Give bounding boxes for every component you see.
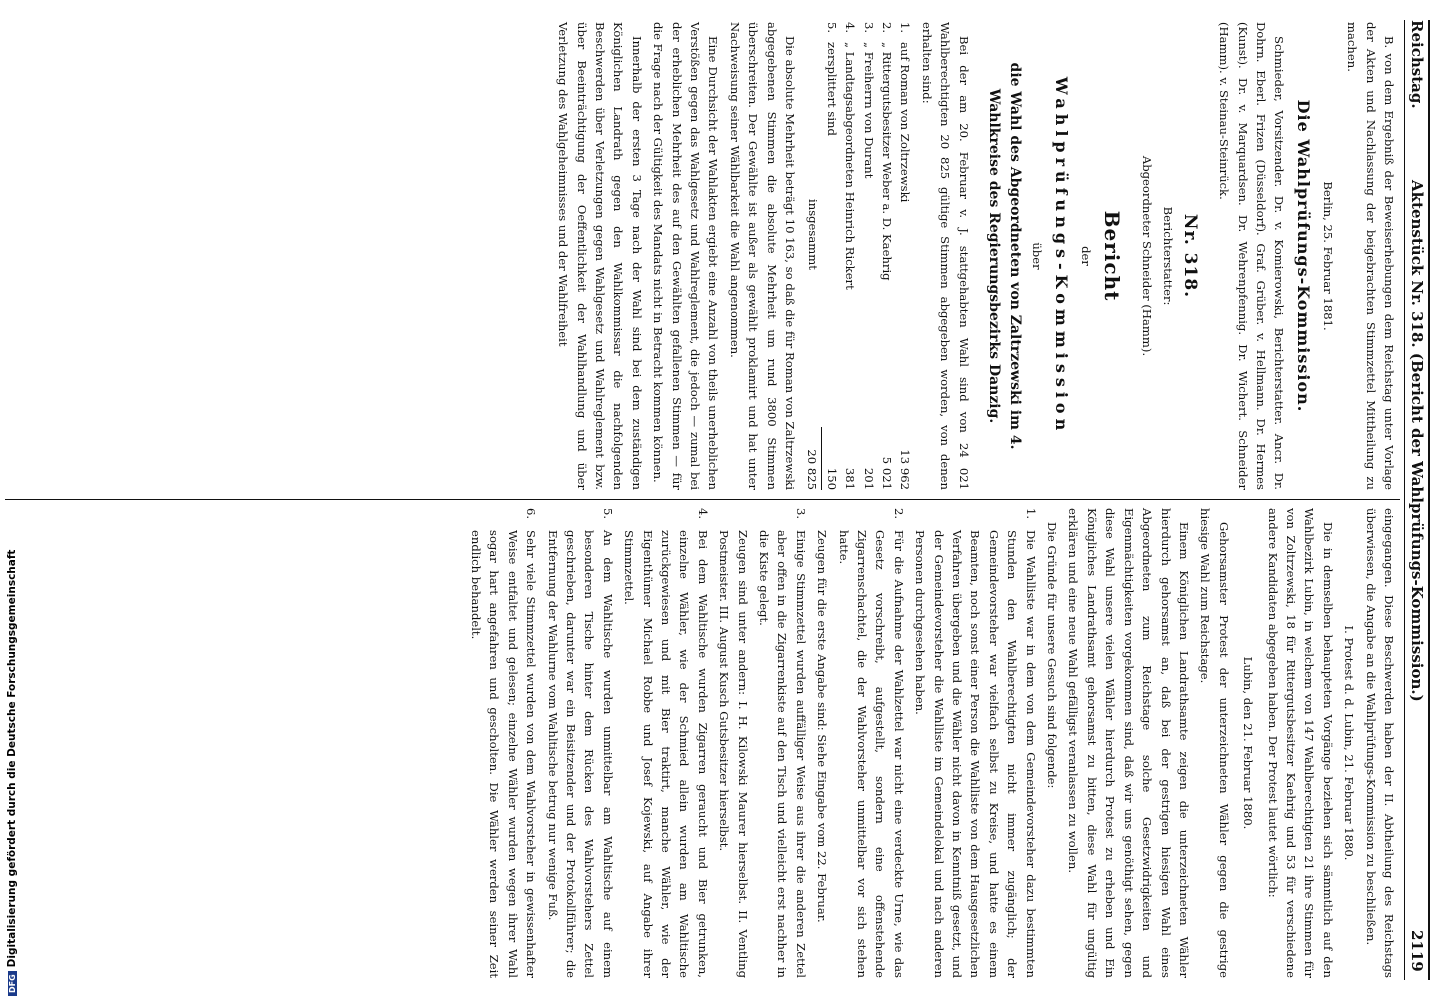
vote-candidate: „ Landtagsabgeordneten Heinrich Rickert — [843, 42, 858, 290]
protest-reason-text: Zeugen sind unter andern: I. H. Kilowski Maurer hierselbst. II. Ventling Postmeister. III. August Kusch Gutsbesitzer hierselbst. — [717, 530, 750, 978]
protest-reason-item — [911, 508, 1040, 978]
vote-candidate: „ Freiherrn von Durant — [861, 42, 876, 179]
vote-total-value: 20 825 — [803, 427, 822, 490]
protest-reason-number: 2. — [891, 508, 906, 520]
vote-count: 381 — [843, 467, 858, 490]
digitization-credit — [6, 550, 18, 996]
protest-reason-number: 3. — [793, 508, 808, 520]
vote-row — [822, 22, 841, 490]
protest-title: Gehorsamster Protest der unterzeichneten Wähler gegen die gestrige hiesige Wahl zum Reichstage. — [1198, 508, 1231, 978]
header-center: Aktenstück Nr. 318. (Bericht der Wahlprüfungs-Kommission.) — [1408, 180, 1426, 702]
top-rule — [1428, 20, 1430, 980]
commission-title: Die Wahlprüfungs-Kommission. — [1294, 99, 1314, 413]
bericht-heading: Bericht — [1099, 210, 1124, 302]
page-number: 2119 — [1408, 930, 1426, 972]
ueber-label: über — [1030, 242, 1045, 270]
commission-spaced-heading: Wahlprüfungs-Kommission — [1052, 76, 1072, 436]
digitization-credit-text: Digitalisierung gefördert durch die Deutsche Forschungsgemeinschaft — [6, 549, 18, 968]
vote-table — [803, 22, 914, 490]
vote-candidate: zersplittert sind — [824, 42, 839, 136]
report-subject: die Wahl des Abgeordneten von Zaltrzewski im 4. Wahlkreise des Regierungsbezirks Danzig. — [985, 62, 1023, 450]
protest-reasons-list — [467, 508, 1040, 978]
paragraph-majority: Die absolute Mehrheit beträgt 10 163, so daß die für Roman von Zaltrzewski abgegebenen Stimmen die absolute Mehrheit um rund 3800 Stimmen überschreiten. Der Gewählte ist außer als gewählt proklamirt und hat unter Nachweisung seiner Wählbarkeit die Wahl angenommen. — [727, 22, 798, 490]
vote-count: 201 — [861, 467, 876, 490]
protest-reason-text: Für die Aufnahme der Wahlzettel war nicht eine verdeckte Urne, wie das Gesetz vorschreibt, aufgestellt, sondern eine offenstehende Zigarrenschachtel, die der Wahlvorsteher unmittelbar vor sich stehen hatte. — [836, 530, 906, 978]
right-column — [464, 508, 1399, 978]
protest-reason-text: Die Wahlliste war in dem von dem Gemeindevorsteher dazu bestimmten Stunden den Wahlberechtigten nicht immer zugänglich; der Gemeindevorsteher war vielfach selbst zu Kreise, und hatte es einem Beamten, noch sonst einer Person die Wahlliste von dem Hausgesetzlichen Verfahren übergeben und die Wähler nicht davon in Kenntniß gesetzt, und der Gemeindevorsteher die Wahlliste im Gemeindelokal und nach anderen Personen durchgesehen haben. — [913, 530, 1038, 978]
protest-reason-item — [543, 508, 617, 978]
protest-heading: I. Protest d. d. Lubin, 21. Februar 1880. — [1342, 625, 1357, 861]
commission-members: Schmieder, Vorsitzender. Dr. v. Komierowski, Berichterstatter. Ancr. Dr. Dohrn. Eberl. Frizen (Düsseldorf). Graf. Grüber. v. Hellmann. Dr. Hermes (Kunst). Dr. v. Marquardsen. Dr. Wehrenpfennig. Dr. Wichert. Schneider (Hamm). v. Steinau-Steinrück. — [1217, 22, 1287, 490]
dfg-logo: DFG — [8, 971, 17, 996]
vote-number: 3. — [861, 22, 876, 34]
paragraph-protest-details: Die in demselben behaupteten Vorgänge beziehen sich sämmtlich auf den Wahlbezirk Lubin, in welchem von 147 Wahlberechtigten 21 ihre Stimmen für von Zoltrzewski, 18 für Rittergutsbesitzer Kaehrig und 53 für verschiedene andere Kandidaten abgegeben haben. Der Protest lautet wörtlich: — [1265, 508, 1335, 978]
vote-count: 5 021 — [880, 456, 895, 490]
vote-row — [896, 22, 914, 490]
rapporteur-label: Berichterstatter: — [1161, 206, 1176, 306]
protest-reason-text: An dem Wahltische wurden unmittelbar am Wahltische auf einem besonderen Tische hinter dem Rücken des Wahlvorstehers Zettel geschrieben, darunter war ein Beisitzender und der Protokollführer; die Entfernung der Wahlurne vom Wahltische betrug nur wenige Fuß. — [545, 530, 615, 978]
protest-reason-item — [813, 508, 831, 978]
vote-total-row — [803, 22, 822, 490]
vote-count: 13 962 — [898, 449, 913, 490]
protest-reason-number: 1. — [1023, 508, 1038, 520]
protest-reason-text: Zeugen für die erste Angabe sind: Siehe Eingabe vom 22. Februar. — [815, 530, 830, 923]
intro-paragraph: B. von dem Ergebniß der Beweiserhebungen dem Reichstag unter Vorlage der Akten und Nachlassung der beigebrachten Stimmzettel Mittheilung zu machen. — [1345, 22, 1396, 490]
protest-reasons-intro: Die Gründe für unsere Gesuch sind folgende: — [1045, 522, 1060, 789]
paragraph-continuation: eingegangen. Diese Beschwerden haben der II. Abtheilung des Reichstags überwiesen, die Angabe an die Wahlprüfungs-Kommission zu beschließen. — [1363, 508, 1396, 978]
vote-number: 5. — [824, 22, 839, 34]
paragraph-review: Eine Durchsicht der Wahlakten ergiebt eine Anzahl von theils unerheblichen Verstößen gegen das Wahlgesetz und Wahlreglement, die jedoch — zumal bei der erheblichen Mehrheit des auf den Gewählten gefallenen Stimmen — für die Frage nach der Gültigkeit des Mandats nicht in Betracht kommen können. — [651, 22, 721, 490]
vote-count: 150 — [824, 467, 839, 490]
protest-reason-number: 5. — [600, 508, 615, 520]
vote-row — [878, 22, 896, 490]
document-number: Nr. 318. — [1179, 213, 1200, 299]
protest-reason-item — [467, 508, 541, 978]
protest-reason-item — [620, 508, 712, 978]
vote-row — [841, 22, 859, 490]
protest-reason-number: 4. — [695, 508, 710, 520]
protest-body: Einem Königlichen Landrathsamte zeigen die unterzeichneten Wähler hierdurch gehorsamst an, daß bei der gestrigen hiesigen Wahl eines Abgeordneten zum Reichstage solche Gesetzwidrigkeiten und Eigenmächtigkeiten vorgekommen sind, daß wir uns genöthigt sehen, gegen diese Wahl unsere vielen Wähler hierdurch Protest zu erheben und Ein Königliches Landrathsamt gehorsamst zu bitten, diese Wahl für ungültig erklären und eine neue Wahl gefälligst veranlassen zu wollen. — [1066, 508, 1191, 978]
paragraph-complaints: Innerhalb der ersten 3 Tage nach der Wahl sind bei dem zuständigen Königlichen Landrath gegen den Wahlkommissar die nachfolgenden Beschwerden über Verletzungen gegen Wahlgesetz und Wahlreglement bzw. über Beeinträchtigung der Oeffentlichkeit der Wahlhandlung und über Verletzung des Wahlgeheimnisses und der Wahlfreiheit — [556, 22, 644, 490]
protest-reason-item — [755, 508, 810, 978]
protest-reason-item — [834, 508, 908, 978]
rapporteur: Abgeordneter Schneider (Hamm). — [1139, 155, 1154, 357]
dateline: Berlin, 25. Februar 1881. — [1320, 181, 1335, 331]
protest-reason-text: Bei dem Wahltische wurden Zigarren geraucht und Bier getrunken, einzelne Wähler, wie der Schmied allein wurden am Wahltische zurückgewiesen und mit Bier traktirt, manche Wähler, wie der Eigenthümer Michael Robbe und Josef Kojewski, auf Angabe ihrer Stimmzettel. — [622, 530, 710, 978]
protest-reason-text: Sehr viele Stimmzettel wurden von dem Wahlvorsteher in gewissenhafter Weise entfaltet und gelesen; einzelne Wähler wurden wegen ihrer Wahl sogar hart angefahren und gescholten. Die Wähler werden seiner Zeit endlich behandelt. — [468, 530, 539, 978]
vote-candidate: auf Roman von Zoltrzewski — [898, 42, 913, 203]
protest-dateline: Lubin, den 21. Februar 1880. — [1241, 656, 1256, 830]
vote-number: 2. — [880, 22, 895, 34]
paragraph-votes-intro: Bei der am 20. Februar v. J. stattgehabten Wahl sind von 24 021 Wahlberechtigten 20 825 gültige Stimmen abgegeben worden, von denen erhalten sind: — [919, 22, 971, 490]
protest-reason-item — [715, 508, 752, 978]
header-left: Reichstag. — [1408, 20, 1426, 109]
left-column — [551, 22, 1398, 490]
der-label: der — [1078, 246, 1093, 266]
vote-candidate: „ Rittergutsbesitzer Weber a. D. Kaehrig — [880, 42, 895, 281]
header-rule — [1404, 20, 1405, 980]
protest-reason-number: 6. — [524, 508, 539, 520]
vote-total-label: insgesammt — [805, 199, 820, 270]
column-divider — [5, 499, 1400, 500]
vote-number: 1. — [898, 22, 913, 34]
vote-row — [859, 22, 877, 490]
protest-reason-text: Einige Stimmzettel wurden auffälliger Weise aus ihrer die anderen Zettel aber offen in die Zigarrenkiste auf den Tisch und vielleicht erst nachher in die Kiste gelegt. — [757, 530, 808, 978]
vote-number: 4. — [843, 22, 858, 34]
